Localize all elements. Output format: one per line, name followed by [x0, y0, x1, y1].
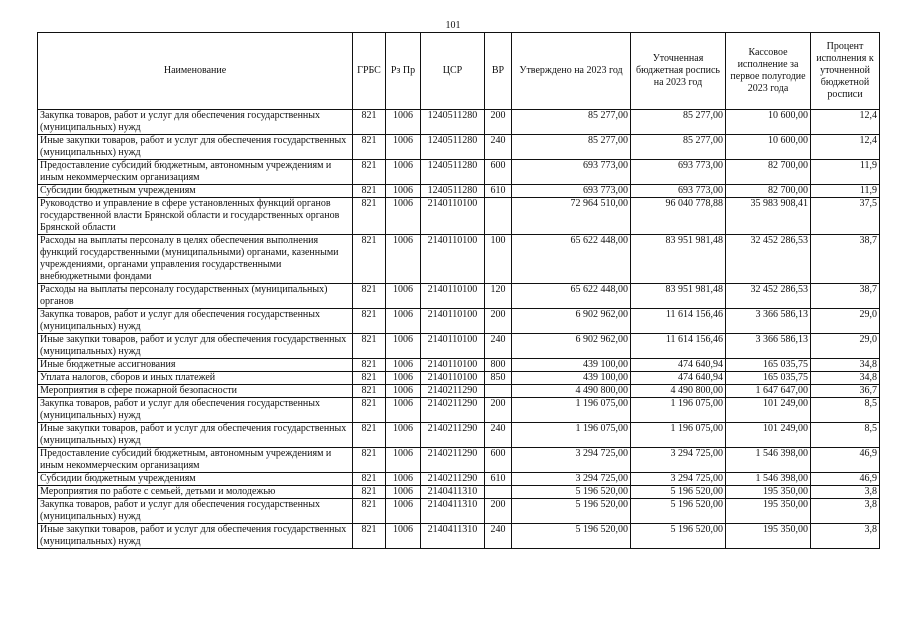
- cell-cash: 32 452 286,53: [726, 284, 811, 309]
- cell-vr: 200: [485, 309, 512, 334]
- cell-vr: 800: [485, 359, 512, 372]
- cell-name: Субсидии бюджетным учреждениям: [38, 185, 353, 198]
- cell-refined: 11 614 156,46: [631, 309, 726, 334]
- cell-cash: 165 035,75: [726, 372, 811, 385]
- cell-cash: 82 700,00: [726, 160, 811, 185]
- cell-csr: 2140211290: [421, 448, 485, 473]
- cell-percent: 46,9: [811, 448, 880, 473]
- cell-rzpr: 1006: [386, 473, 421, 486]
- cell-name: Закупка товаров, работ и услуг для обеспечения государственных (муниципальных) нужд: [38, 110, 353, 135]
- cell-vr: [485, 486, 512, 499]
- cell-approved: 5 196 520,00: [512, 524, 631, 549]
- header-grbs: ГРБС: [353, 33, 386, 110]
- cell-vr: 240: [485, 423, 512, 448]
- cell-name: Иные бюджетные ассигнования: [38, 359, 353, 372]
- table-row: [38, 359, 880, 372]
- cell-approved: 72 964 510,00: [512, 198, 631, 235]
- cell-refined: 96 040 778,88: [631, 198, 726, 235]
- cell-vr: 850: [485, 372, 512, 385]
- table-body: [38, 110, 880, 549]
- cell-rzpr: 1006: [386, 359, 421, 372]
- cell-percent: 36,7: [811, 385, 880, 398]
- table-row: [38, 473, 880, 486]
- cell-percent: 46,9: [811, 473, 880, 486]
- cell-rzpr: 1006: [386, 372, 421, 385]
- cell-vr: 200: [485, 499, 512, 524]
- cell-percent: 37,5: [811, 198, 880, 235]
- cell-grbs: 821: [353, 448, 386, 473]
- cell-cash: 1 546 398,00: [726, 448, 811, 473]
- cell-percent: 29,0: [811, 334, 880, 359]
- cell-cash: 10 600,00: [726, 110, 811, 135]
- cell-approved: 3 294 725,00: [512, 448, 631, 473]
- cell-name: Расходы на выплаты персоналу в целях обеспечения выполнения функций государственными (муниципальными) органами, казенными учреждениями, органами управления государственными внебюджетными фондами: [38, 235, 353, 284]
- cell-refined: 1 196 075,00: [631, 398, 726, 423]
- cell-refined: 5 196 520,00: [631, 499, 726, 524]
- cell-csr: 2140211290: [421, 423, 485, 448]
- cell-approved: 6 902 962,00: [512, 309, 631, 334]
- cell-grbs: 821: [353, 486, 386, 499]
- table-row: [38, 135, 880, 160]
- cell-percent: 38,7: [811, 235, 880, 284]
- cell-csr: 1240511280: [421, 185, 485, 198]
- cell-approved: 3 294 725,00: [512, 473, 631, 486]
- cell-cash: 1 647 647,00: [726, 385, 811, 398]
- cell-csr: 1240511280: [421, 135, 485, 160]
- cell-name: Иные закупки товаров, работ и услуг для обеспечения государственных (муниципальных) нужд: [38, 524, 353, 549]
- cell-refined: 474 640,94: [631, 372, 726, 385]
- table-row: [38, 160, 880, 185]
- cell-approved: 5 196 520,00: [512, 499, 631, 524]
- table-row: [38, 398, 880, 423]
- cell-name: Расходы на выплаты персоналу государственных (муниципальных) органов: [38, 284, 353, 309]
- cell-percent: 8,5: [811, 423, 880, 448]
- cell-percent: 3,8: [811, 524, 880, 549]
- cell-refined: 1 196 075,00: [631, 423, 726, 448]
- cell-refined: 3 294 725,00: [631, 473, 726, 486]
- cell-approved: 439 100,00: [512, 359, 631, 372]
- cell-rzpr: 1006: [386, 284, 421, 309]
- cell-csr: 1240511280: [421, 110, 485, 135]
- cell-approved: 6 902 962,00: [512, 334, 631, 359]
- cell-percent: 34,8: [811, 359, 880, 372]
- cell-rzpr: 1006: [386, 198, 421, 235]
- cell-name: Мероприятия в сфере пожарной безопасности: [38, 385, 353, 398]
- cell-name: Закупка товаров, работ и услуг для обеспечения государственных (муниципальных) нужд: [38, 309, 353, 334]
- header-approved: Утверждено на 2023 год: [512, 33, 631, 110]
- table-row: [38, 486, 880, 499]
- cell-rzpr: 1006: [386, 385, 421, 398]
- cell-refined: 693 773,00: [631, 160, 726, 185]
- cell-refined: 693 773,00: [631, 185, 726, 198]
- cell-percent: 29,0: [811, 309, 880, 334]
- cell-cash: 101 249,00: [726, 423, 811, 448]
- cell-grbs: 821: [353, 423, 386, 448]
- cell-grbs: 821: [353, 198, 386, 235]
- cell-cash: 195 350,00: [726, 486, 811, 499]
- cell-name: Предоставление субсидий бюджетным, автономным учреждениям и иным некоммерческим организациям: [38, 448, 353, 473]
- cell-vr: 240: [485, 334, 512, 359]
- cell-csr: 2140110100: [421, 334, 485, 359]
- cell-vr: 100: [485, 235, 512, 284]
- cell-csr: 2140411310: [421, 524, 485, 549]
- cell-refined: 4 490 800,00: [631, 385, 726, 398]
- cell-percent: 3,8: [811, 486, 880, 499]
- cell-vr: 600: [485, 160, 512, 185]
- cell-approved: 1 196 075,00: [512, 398, 631, 423]
- cell-vr: 610: [485, 473, 512, 486]
- header-vr: ВР: [485, 33, 512, 110]
- cell-rzpr: 1006: [386, 135, 421, 160]
- cell-cash: 35 983 908,41: [726, 198, 811, 235]
- table-row: [38, 110, 880, 135]
- cell-rzpr: 1006: [386, 448, 421, 473]
- cell-refined: 85 277,00: [631, 135, 726, 160]
- cell-cash: 1 546 398,00: [726, 473, 811, 486]
- table-row: [38, 309, 880, 334]
- cell-cash: 3 366 586,13: [726, 334, 811, 359]
- cell-cash: 101 249,00: [726, 398, 811, 423]
- table-row: [38, 334, 880, 359]
- cell-grbs: 821: [353, 160, 386, 185]
- cell-csr: 2140110100: [421, 359, 485, 372]
- table-row: [38, 423, 880, 448]
- cell-csr: 2140110100: [421, 284, 485, 309]
- table-row: [38, 499, 880, 524]
- cell-name: Предоставление субсидий бюджетным, автономным учреждениям и иным некоммерческим организациям: [38, 160, 353, 185]
- cell-grbs: 821: [353, 372, 386, 385]
- cell-grbs: 821: [353, 473, 386, 486]
- cell-cash: 195 350,00: [726, 524, 811, 549]
- cell-name: Уплата налогов, сборов и иных платежей: [38, 372, 353, 385]
- cell-rzpr: 1006: [386, 499, 421, 524]
- cell-refined: 83 951 981,48: [631, 284, 726, 309]
- cell-name: Закупка товаров, работ и услуг для обеспечения государственных (муниципальных) нужд: [38, 499, 353, 524]
- table-row: [38, 284, 880, 309]
- cell-approved: 693 773,00: [512, 160, 631, 185]
- cell-refined: 5 196 520,00: [631, 486, 726, 499]
- cell-approved: 693 773,00: [512, 185, 631, 198]
- cell-cash: 3 366 586,13: [726, 309, 811, 334]
- cell-percent: 3,8: [811, 499, 880, 524]
- cell-percent: 12,4: [811, 135, 880, 160]
- cell-approved: 4 490 800,00: [512, 385, 631, 398]
- table-row: [38, 372, 880, 385]
- budget-execution-table: [37, 32, 880, 549]
- cell-percent: 11,9: [811, 160, 880, 185]
- cell-grbs: 821: [353, 499, 386, 524]
- cell-rzpr: 1006: [386, 423, 421, 448]
- cell-rzpr: 1006: [386, 235, 421, 284]
- cell-csr: 2140411310: [421, 486, 485, 499]
- cell-csr: 2140110100: [421, 372, 485, 385]
- page-number: 101: [445, 20, 461, 31]
- cell-name: Мероприятия по работе с семьей, детьми и молодежью: [38, 486, 353, 499]
- cell-grbs: 821: [353, 235, 386, 284]
- cell-grbs: 821: [353, 284, 386, 309]
- cell-percent: 38,7: [811, 284, 880, 309]
- cell-csr: 2140411310: [421, 499, 485, 524]
- cell-rzpr: 1006: [386, 334, 421, 359]
- cell-grbs: 821: [353, 185, 386, 198]
- cell-refined: 5 196 520,00: [631, 524, 726, 549]
- cell-vr: 120: [485, 284, 512, 309]
- cell-refined: 3 294 725,00: [631, 448, 726, 473]
- cell-rzpr: 1006: [386, 309, 421, 334]
- cell-rzpr: 1006: [386, 524, 421, 549]
- cell-cash: 10 600,00: [726, 135, 811, 160]
- cell-rzpr: 1006: [386, 160, 421, 185]
- cell-name: Иные закупки товаров, работ и услуг для обеспечения государственных (муниципальных) нужд: [38, 135, 353, 160]
- cell-grbs: 821: [353, 524, 386, 549]
- cell-grbs: 821: [353, 359, 386, 372]
- header-rzpr: Рз Пр: [386, 33, 421, 110]
- cell-rzpr: 1006: [386, 110, 421, 135]
- cell-name: Руководство и управление в сфере установленных функций органов государственной власти Брянской области и государственных органов Брянской области: [38, 198, 353, 235]
- cell-cash: 32 452 286,53: [726, 235, 811, 284]
- cell-cash: 195 350,00: [726, 499, 811, 524]
- cell-name: Субсидии бюджетным учреждениям: [38, 473, 353, 486]
- cell-grbs: 821: [353, 309, 386, 334]
- table-header-row: [38, 33, 880, 110]
- cell-grbs: 821: [353, 398, 386, 423]
- cell-approved: 65 622 448,00: [512, 284, 631, 309]
- cell-percent: 12,4: [811, 110, 880, 135]
- table-row: [38, 524, 880, 549]
- cell-vr: [485, 198, 512, 235]
- cell-approved: 5 196 520,00: [512, 486, 631, 499]
- table-row: [38, 385, 880, 398]
- cell-grbs: 821: [353, 135, 386, 160]
- cell-refined: 85 277,00: [631, 110, 726, 135]
- cell-percent: 11,9: [811, 185, 880, 198]
- cell-approved: 439 100,00: [512, 372, 631, 385]
- cell-vr: 200: [485, 398, 512, 423]
- cell-csr: 2140211290: [421, 385, 485, 398]
- cell-approved: 65 622 448,00: [512, 235, 631, 284]
- cell-vr: [485, 385, 512, 398]
- cell-percent: 8,5: [811, 398, 880, 423]
- table-row: [38, 448, 880, 473]
- cell-grbs: 821: [353, 385, 386, 398]
- header-refined: Уточненная бюджетная роспись на 2023 год: [631, 33, 726, 110]
- cell-rzpr: 1006: [386, 486, 421, 499]
- cell-rzpr: 1006: [386, 398, 421, 423]
- cell-vr: 240: [485, 135, 512, 160]
- cell-csr: 2140211290: [421, 398, 485, 423]
- cell-rzpr: 1006: [386, 185, 421, 198]
- cell-cash: 165 035,75: [726, 359, 811, 372]
- cell-refined: 83 951 981,48: [631, 235, 726, 284]
- cell-csr: 1240511280: [421, 160, 485, 185]
- cell-approved: 85 277,00: [512, 110, 631, 135]
- cell-vr: 600: [485, 448, 512, 473]
- cell-refined: 11 614 156,46: [631, 334, 726, 359]
- cell-vr: 610: [485, 185, 512, 198]
- cell-name: Иные закупки товаров, работ и услуг для обеспечения государственных (муниципальных) нужд: [38, 334, 353, 359]
- header-cash: Кассовое исполнение за первое полугодие 2023 года: [726, 33, 811, 110]
- cell-grbs: 821: [353, 110, 386, 135]
- cell-csr: 2140110100: [421, 198, 485, 235]
- cell-grbs: 821: [353, 334, 386, 359]
- cell-percent: 34,8: [811, 372, 880, 385]
- cell-approved: 85 277,00: [512, 135, 631, 160]
- cell-vr: 240: [485, 524, 512, 549]
- cell-refined: 474 640,94: [631, 359, 726, 372]
- cell-vr: 200: [485, 110, 512, 135]
- cell-csr: 2140110100: [421, 309, 485, 334]
- cell-approved: 1 196 075,00: [512, 423, 631, 448]
- cell-name: Закупка товаров, работ и услуг для обеспечения государственных (муниципальных) нужд: [38, 398, 353, 423]
- cell-csr: 2140110100: [421, 235, 485, 284]
- table-row: [38, 185, 880, 198]
- table-row: [38, 198, 880, 235]
- table-row: [38, 235, 880, 284]
- cell-csr: 2140211290: [421, 473, 485, 486]
- header-csr: ЦСР: [421, 33, 485, 110]
- cell-name: Иные закупки товаров, работ и услуг для обеспечения государственных (муниципальных) нужд: [38, 423, 353, 448]
- header-name: Наименование: [38, 33, 353, 110]
- header-percent: Процент исполнения к уточненной бюджетной росписи: [811, 33, 880, 110]
- cell-cash: 82 700,00: [726, 185, 811, 198]
